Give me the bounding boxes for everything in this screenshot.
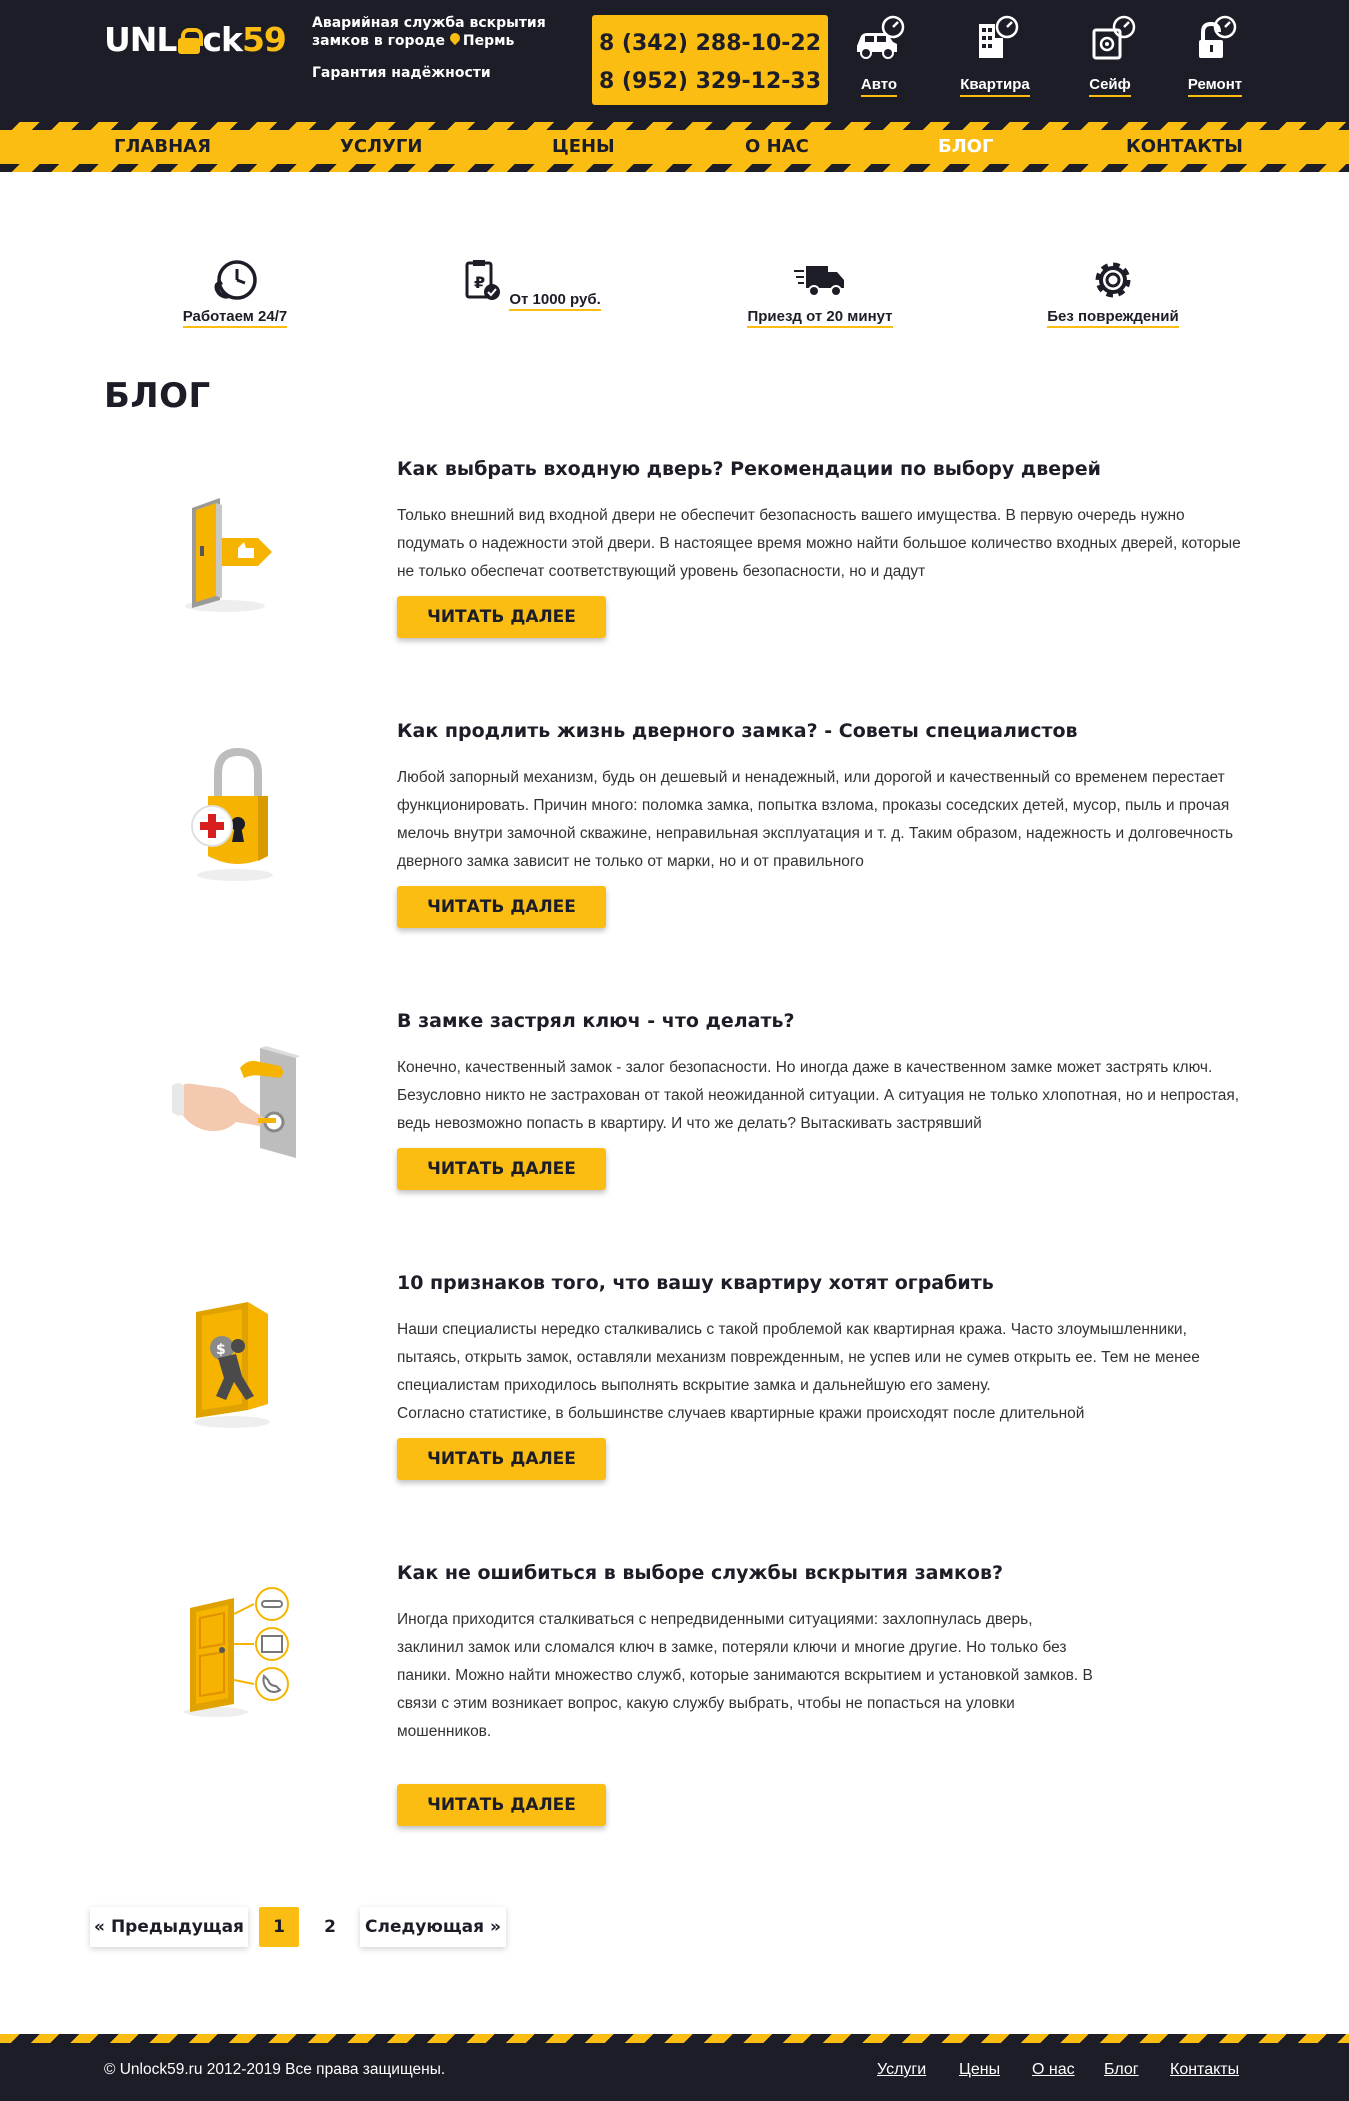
post-title[interactable]: 10 признаков того, что вашу квартиру хотят ограбить bbox=[397, 1272, 994, 1294]
chevron-left-icon: « bbox=[94, 1917, 106, 1937]
post-excerpt: Иногда приходится сталкиваться с непредвиденными ситуациями: захлопнулась дверь, заклинил замок или сломался ключ в замке, потеряли ключи и многие другие. Но только без паники. Можно найти множество служб, которые занимаются вскрытием и установкой замков. В связи с этим возникает вопрос, какую службу выбрать, чтобы не попасться на уловки мошенников. bbox=[397, 1611, 1093, 1740]
header-tagline: Аварийная служба вскрытия замков в городе Пермь Гарантия надёжности bbox=[312, 15, 546, 81]
footer-link-contacts[interactable]: Контакты bbox=[1170, 2061, 1240, 2078]
door-thumbs-up-icon bbox=[160, 478, 310, 628]
main-nav bbox=[0, 122, 1349, 172]
phone-number-2[interactable]: 8 (952) 329-12-33 bbox=[598, 69, 822, 94]
chevron-right-icon: » bbox=[489, 1917, 501, 1937]
footer-stripe bbox=[0, 2034, 1349, 2043]
gear-wrench-icon bbox=[1089, 258, 1137, 302]
padlock-icon bbox=[1185, 14, 1245, 60]
burglar-door-icon bbox=[160, 1292, 310, 1442]
city-name: Пермь bbox=[462, 33, 515, 49]
nav-services[interactable]: УСЛУГИ bbox=[340, 136, 423, 157]
page-title: БЛОГ bbox=[104, 376, 211, 416]
site-logo[interactable]: UNL ck59 bbox=[104, 20, 286, 59]
post-title[interactable]: Как выбрать входную дверь? Рекомендации по выбору дверей bbox=[397, 458, 1101, 480]
post-excerpt: Конечно, качественный замок - залог безопасности. Но иногда даже в качественном замке может застрять ключ. Безусловно никто не застрахован от такой неожиданной ситуации. А ситуация не только хлопотная, но и непростая, ведь невозможно попасть в квартиру. И что же делать? Вытаскивать застрявший bbox=[397, 1059, 1240, 1132]
pagination-page-1[interactable]: 1 bbox=[259, 1907, 299, 1947]
feature-price: ₽ От 1000 руб. bbox=[454, 258, 604, 311]
svg-text:$: $ bbox=[216, 1342, 226, 1358]
read-more-button[interactable]: ЧИТАТЬ ДАЛЕЕ bbox=[397, 596, 606, 638]
padlock-first-aid-icon bbox=[160, 740, 310, 890]
pagination-prev[interactable]: « Предыдущая bbox=[90, 1907, 248, 1947]
read-more-button[interactable]: ЧИТАТЬ ДАЛЕЕ bbox=[397, 1148, 606, 1190]
read-more-button[interactable]: ЧИТАТЬ ДАЛЕЕ bbox=[397, 1784, 606, 1826]
service-safe[interactable]: Сейф bbox=[1080, 14, 1140, 97]
phone-box bbox=[592, 15, 828, 105]
location-pin-icon bbox=[450, 33, 460, 47]
post-title[interactable]: В замке застрял ключ - что делать? bbox=[397, 1010, 795, 1032]
car-icon bbox=[849, 14, 909, 60]
site-header bbox=[0, 0, 1349, 122]
pagination-page-2[interactable]: 2 bbox=[324, 1917, 336, 1937]
nav-prices[interactable]: ЦЕНЫ bbox=[552, 136, 615, 157]
footer-link-blog[interactable]: Блог bbox=[1104, 2061, 1139, 2078]
clock-phone-icon bbox=[211, 258, 259, 302]
pagination-next[interactable]: Следующая » bbox=[360, 1907, 506, 1947]
feature-24-7: Работаем 24/7 bbox=[160, 258, 310, 328]
phone-number-1[interactable]: 8 (342) 288-10-22 bbox=[598, 31, 822, 56]
service-apartment[interactable]: Квартира bbox=[955, 14, 1035, 97]
svg-text:₽: ₽ bbox=[474, 273, 486, 292]
footer-link-about[interactable]: О нас bbox=[1032, 2061, 1075, 2078]
post-title[interactable]: Как не ошибиться в выборе службы вскрытия замков? bbox=[397, 1562, 1004, 1584]
site-footer bbox=[0, 2034, 1349, 2101]
service-repair[interactable]: Ремонт bbox=[1180, 14, 1250, 97]
feature-arrival: Приезд от 20 минут bbox=[735, 258, 905, 328]
read-more-button[interactable]: ЧИТАТЬ ДАЛЕЕ bbox=[397, 886, 606, 928]
price-clipboard-icon bbox=[457, 258, 505, 302]
safe-icon bbox=[1080, 14, 1140, 60]
post-title[interactable]: Как продлить жизнь дверного замка? - Советы специалистов bbox=[397, 720, 1078, 742]
hand-key-lock-icon bbox=[160, 1038, 310, 1188]
copyright: © Unlock59.ru 2012-2019 Все права защищены. bbox=[104, 2061, 446, 2078]
nav-blog[interactable]: БЛОГ bbox=[938, 136, 994, 157]
footer-link-prices[interactable]: Цены bbox=[959, 2061, 1001, 2078]
logo-lock-icon bbox=[176, 28, 202, 54]
building-icon bbox=[965, 14, 1025, 60]
nav-contacts[interactable]: КОНТАКТЫ bbox=[1126, 136, 1243, 157]
footer-link-services[interactable]: Услуги bbox=[877, 2061, 927, 2078]
door-options-icon bbox=[160, 1584, 310, 1734]
nav-stripe-top bbox=[0, 122, 1349, 130]
feature-no-damage: Без повреждений bbox=[1033, 258, 1193, 328]
nav-stripe-bottom bbox=[0, 164, 1349, 172]
post-excerpt: Наши специалисты нередко сталкивались с такой проблемой как квартирная кража. Часто злоумышленники, пытаясь, открыть замок, оставляли механизм поврежденным, не успев или не сумев открыть ее. Тем не менее специалистам приходилось выполнять вскрытие замка и дальнейшую его замену. Согласно статистике, в большинстве случаев квартирные кражи происходят после длительной bbox=[397, 1321, 1200, 1422]
post-excerpt: Любой запорный механизм, будь он дешевый и ненадежный, или дорогой и качественный со временем перестает функционировать. Причин много: поломка замка, попытка взлома, проказы соседских детей, мусор, пыль и прочая мелочь внутри замочной скважине, неправильная эксплуатация и т. д. Таким образом, надежность и долговечность дверного замка зависит не только от марки, но и от правильного bbox=[397, 769, 1234, 870]
guarantee-text: Гарантия надёжности bbox=[312, 65, 491, 81]
nav-home[interactable]: ГЛАВНАЯ bbox=[114, 136, 211, 157]
fast-truck-icon bbox=[792, 258, 848, 302]
service-auto[interactable]: Авто bbox=[849, 14, 909, 97]
post-excerpt: Только внешний вид входной двери не обеспечит безопасность вашего имущества. В первую очередь нужно подумать о надежности этой двери. В настоящее время можно найти большое количество входных дверей, которые не только обеспечат соответствующий уровень безопасности, но и дадут bbox=[397, 507, 1241, 580]
nav-about[interactable]: О НАС bbox=[745, 136, 809, 157]
read-more-button[interactable]: ЧИТАТЬ ДАЛЕЕ bbox=[397, 1438, 606, 1480]
